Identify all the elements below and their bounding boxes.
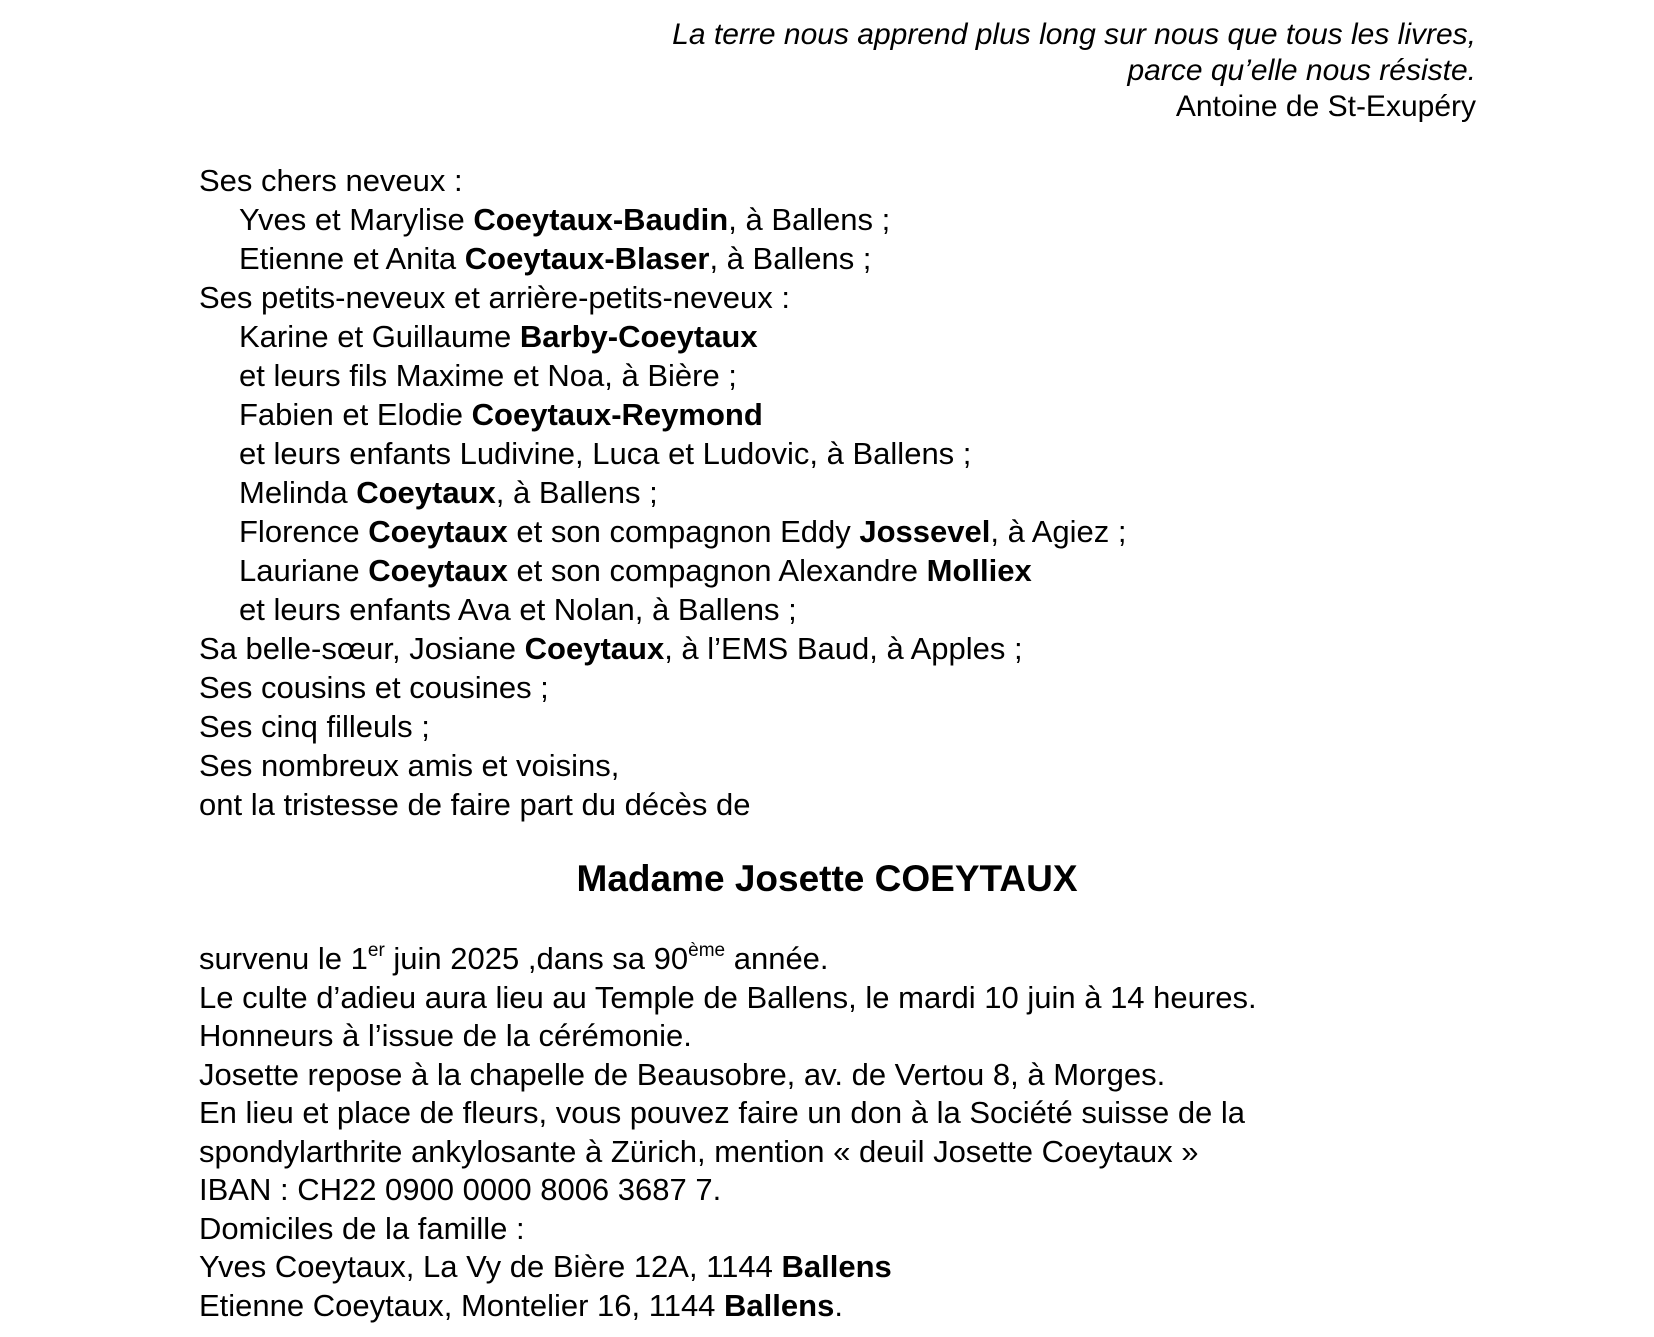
death-text: juin 2025 ,dans sa 90 — [384, 941, 689, 976]
service-line: Le culte d’adieu aura lieu au Temple de Ballens, le mardi 10 juin à 14 heures. — [199, 979, 1257, 1015]
death-date-line — [199, 940, 1499, 979]
donation-line-2: spondylarthrite ankylosante à Zürich, mention « deuil Josette Coeytaux » — [199, 1133, 1199, 1169]
death-text: survenu le 1 — [199, 941, 368, 976]
entry-names: Karine et Guillaume — [239, 319, 520, 354]
ordinal-suffix: er — [367, 940, 385, 961]
grand-nephews-heading: Ses petits-neveux et arrière-petits-neveux : — [199, 280, 790, 315]
rests-line: Josette repose à la chapelle de Beausobre, av. de Vertou 8, à Morges. — [199, 1056, 1166, 1092]
entry-surname: Coeytaux-Baudin — [473, 202, 729, 237]
family-list — [199, 161, 1499, 824]
entry-surname: Barby-Coeytaux — [519, 319, 758, 354]
family-entry — [199, 551, 1499, 590]
address-end: . — [834, 1287, 843, 1323]
address-text: Yves Coeytaux, La Vy de Bière 12A, 1144 — [199, 1249, 782, 1284]
sister-in-law — [199, 629, 1499, 668]
address-town: Ballens — [781, 1249, 892, 1284]
family-entry-children: et leurs enfants Ava et Nolan, à Ballens ; — [239, 592, 797, 627]
family-entry — [199, 512, 1499, 551]
address-line — [199, 1287, 1499, 1326]
entry-names: Etienne et Anita — [239, 241, 465, 276]
donation-line-1: En lieu et place de fleurs, vous pouvez faire un don à la Société suisse de la — [199, 1095, 1246, 1130]
funeral-details — [199, 940, 1499, 1325]
entry-place: , à Agiez ; — [990, 514, 1127, 549]
entry-companion: et son compagnon Eddy — [507, 514, 860, 549]
deceased-name: Madame Josette COEYTAUX — [576, 858, 1078, 899]
announcement-line: ont la tristesse de faire part du décès de — [199, 787, 751, 822]
family-entry — [199, 200, 1499, 239]
godchildren-line: Ses cinq filleuls ; — [199, 709, 430, 744]
entry-names: Sa belle-sœur, Josiane — [199, 631, 525, 666]
domiciles-heading: Domiciles de la famille : — [199, 1210, 525, 1246]
family-entry — [199, 395, 1499, 434]
entry-place: , à l’EMS Baud, à Apples ; — [664, 631, 1023, 666]
epigraph-line-1: La terre nous apprend plus long sur nous que tous les livres, — [672, 18, 1476, 51]
cousins-line: Ses cousins et cousines ; — [199, 670, 549, 705]
entry-names: Melinda — [239, 475, 357, 510]
epigraph-line-2: parce qu’elle nous résiste. — [1127, 54, 1476, 87]
family-entry-children: et leurs enfants Ludivine, Luca et Ludovic, à Ballens ; — [239, 436, 972, 471]
entry-names: Florence — [239, 514, 369, 549]
entry-surname: Molliex — [926, 553, 1032, 588]
entry-names: Fabien et Elodie — [239, 397, 472, 432]
ordinal-suffix: ème — [688, 940, 726, 961]
entry-names: Yves et Marylise — [239, 202, 474, 237]
address-line — [199, 1248, 1499, 1287]
nephews-heading: Ses chers neveux : — [199, 163, 463, 198]
entry-place: , à Ballens ; — [495, 475, 658, 510]
entry-surname: Coeytaux — [368, 553, 508, 588]
iban-line: IBAN : CH22 0900 0000 8006 3687 7. — [199, 1172, 722, 1207]
family-entry — [199, 473, 1499, 512]
family-entry — [199, 317, 1499, 356]
epigraph-author: Antoine de St-Exupéry — [1175, 90, 1476, 123]
entry-names: Lauriane — [239, 553, 369, 588]
entry-place: , à Ballens ; — [709, 241, 872, 276]
entry-surname: Coeytaux — [368, 514, 508, 549]
entry-surname: Jossevel — [859, 514, 991, 549]
entry-surname: Coeytaux-Reymond — [471, 397, 763, 432]
address-town: Ballens — [724, 1287, 835, 1323]
epigraph — [672, 17, 1476, 125]
entry-surname: Coeytaux — [524, 631, 665, 666]
entry-surname: Coeytaux-Blaser — [464, 241, 710, 276]
entry-companion: et son compagnon Alexandre — [507, 553, 927, 588]
entry-surname: Coeytaux — [356, 475, 496, 510]
family-entry — [199, 239, 1499, 278]
family-entry-children: et leurs fils Maxime et Noa, à Bière ; — [239, 358, 737, 393]
entry-place: , à Ballens ; — [728, 202, 891, 237]
friends-line: Ses nombreux amis et voisins, — [199, 748, 620, 783]
address-text: Etienne Coeytaux, Montelier 16, 1144 — [199, 1287, 725, 1323]
honours-line: Honneurs à l’issue de la cérémonie. — [199, 1018, 692, 1053]
death-text: année. — [725, 941, 829, 976]
